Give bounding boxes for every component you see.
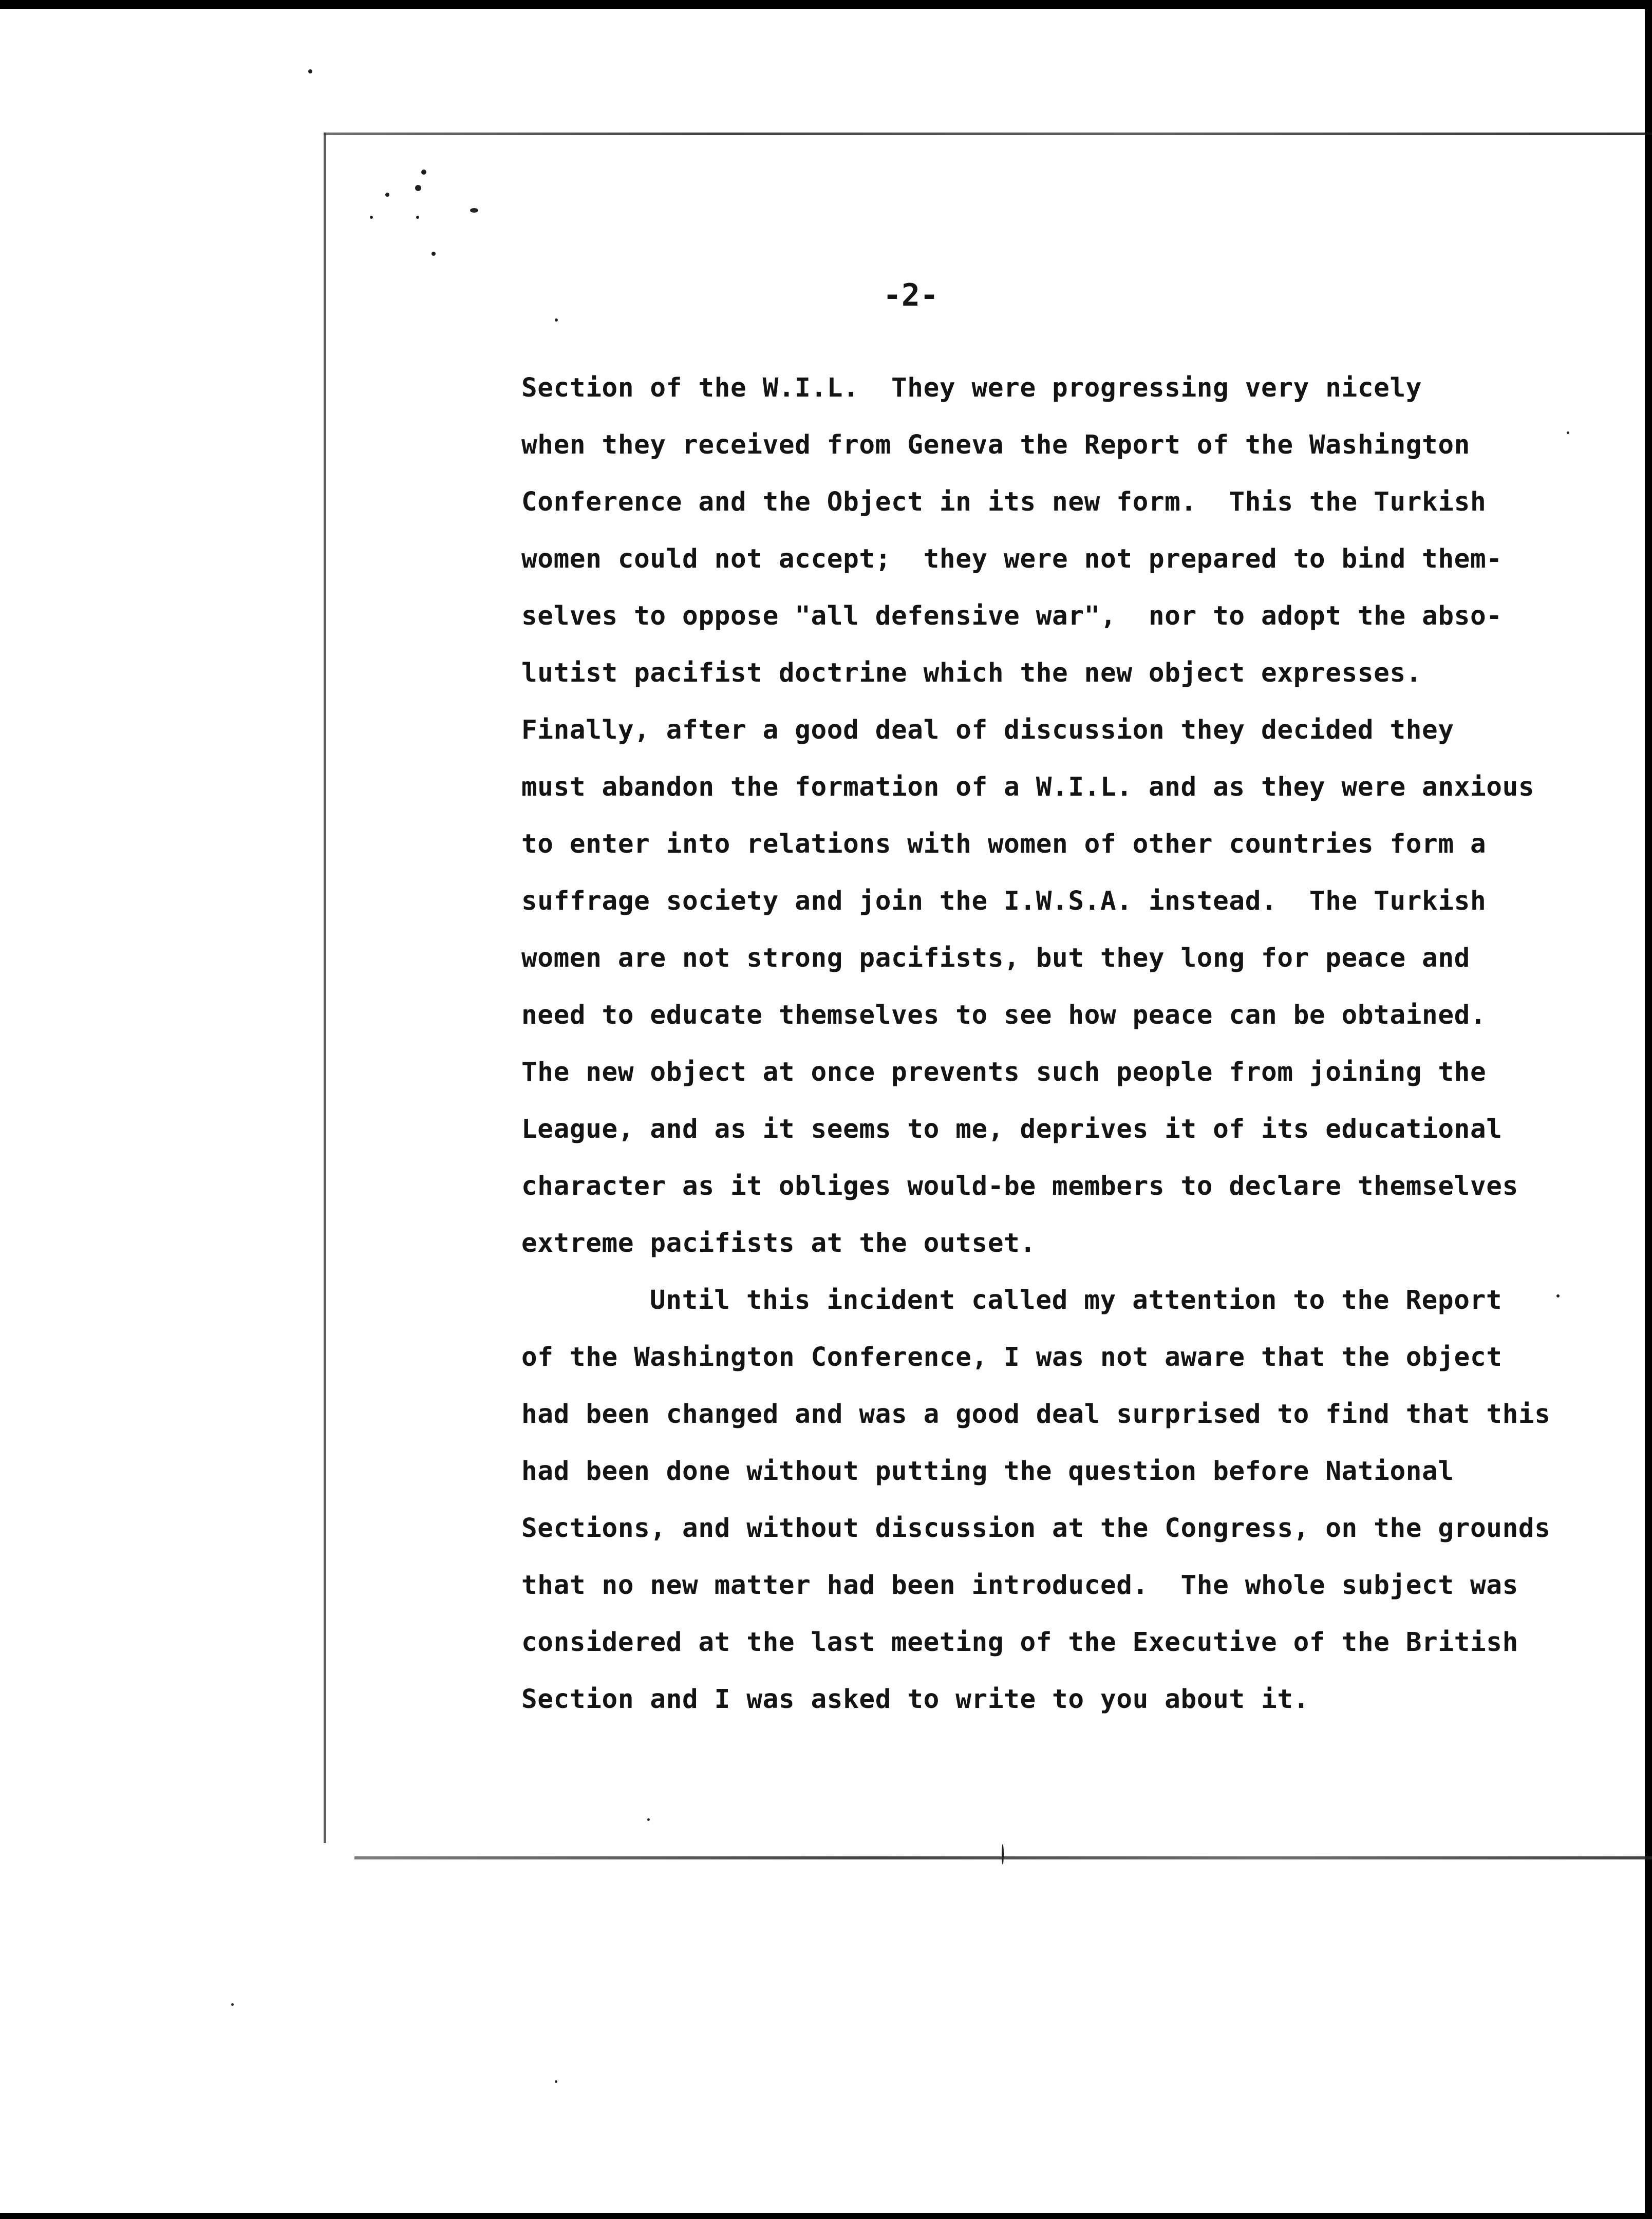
text-line: must abandon the formation of a W.I.L. and as they were anxious: [521, 772, 1535, 802]
text-line: selves to oppose "all defensive war", nor to adopt the abso-: [521, 601, 1503, 631]
scan-border-top: [0, 0, 1652, 9]
text-line: Sections, and without discussion at the Congress, on the grounds: [521, 1513, 1551, 1544]
text-line: extreme pacifists at the outset.: [521, 1228, 1036, 1258]
text-line: Section and I was asked to write to you about it.: [521, 1684, 1309, 1715]
scan-speck: [416, 216, 419, 219]
text-line: that no new matter had been introduced. The whole subject was: [521, 1570, 1518, 1601]
text-line: League, and as it seems to me, deprives it of its educational: [521, 1114, 1503, 1144]
letter-body: [521, 360, 1626, 1728]
page-number: -2-: [883, 277, 939, 313]
text-line: women could not accept; they were not prepared to bind them-: [521, 544, 1503, 574]
text-line: when they received from Geneva the Report of the Washington: [521, 430, 1470, 460]
text-line: character as it obliges would-be members to declare themselves: [521, 1171, 1518, 1201]
scan-speck: [470, 208, 478, 213]
scan-speck: [370, 216, 373, 219]
text-line: Finally, after a good deal of discussion they decided they: [521, 715, 1454, 745]
text-line: The new object at once prevents such people from joining the: [521, 1057, 1487, 1087]
scan-speck: [415, 185, 421, 191]
scan-speck: [1002, 1844, 1004, 1865]
paragraph-2: [521, 1272, 1626, 1728]
scan-speck: [555, 318, 558, 322]
text-line: had been changed and was a good deal surprised to find that this: [521, 1399, 1551, 1430]
scan-speck: [231, 2003, 234, 2006]
text-line: women are not strong pacifists, but they long for peace and: [521, 943, 1470, 973]
text-line: suffrage society and join the I.W.S.A. instead. The Turkish: [521, 886, 1487, 916]
scan-speck: [555, 2080, 557, 2083]
scan-border-bottom: [0, 2213, 1652, 2219]
scan-speck: [385, 193, 389, 197]
scan-speck: [431, 252, 436, 256]
text-line: Section of the W.I.L. They were progressing very nicely: [521, 373, 1422, 403]
scan-speck: [421, 170, 426, 175]
scan-speck: [647, 1818, 650, 1821]
page-edge-top: [324, 133, 1652, 135]
text-line: considered at the last meeting of the Executive of the British: [521, 1627, 1518, 1658]
text-line: lutist pacifist doctrine which the new object expresses.: [521, 658, 1422, 688]
scan-speck: [308, 69, 312, 73]
text-line: Conference and the Object in its new form. This the Turkish: [521, 487, 1487, 517]
text-line: need to educate themselves to see how peace can be obtained.: [521, 1000, 1487, 1030]
text-line: to enter into relations with women of other countries form a: [521, 829, 1487, 859]
page-edge-left: [324, 133, 326, 1843]
paragraph-1: [521, 360, 1626, 1272]
text-line: Until this incident called my attention to the Report: [650, 1285, 1503, 1315]
scan-border-right: [1645, 0, 1652, 2219]
text-line: had been done without putting the question before National: [521, 1456, 1454, 1487]
text-line: of the Washington Conference, I was not aware that the object: [521, 1342, 1503, 1372]
